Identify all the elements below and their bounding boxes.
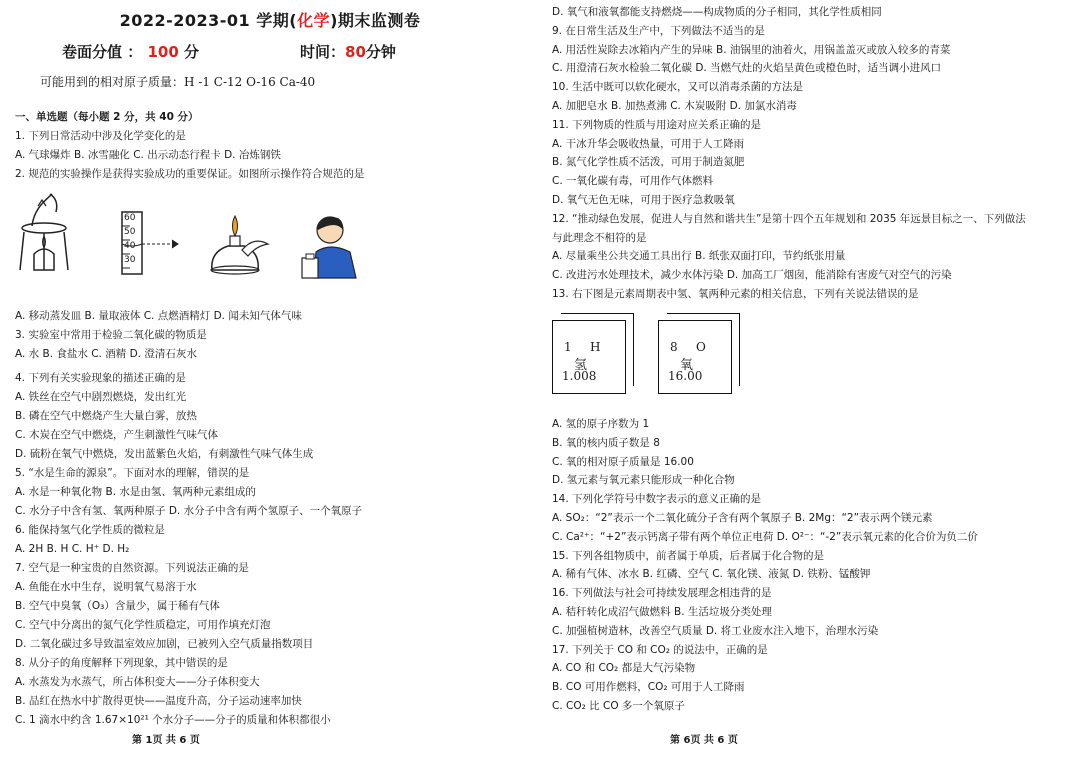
- right-lines-a-line: 11. 下列物质的性质与用途对应关系正确的是: [552, 118, 762, 131]
- score-value: 100: [147, 43, 179, 61]
- left-line: A. 水蒸发为水蒸气，所占体积变大——分子体积变大: [15, 676, 260, 688]
- left-line: A. 鱼能在水中生存，说明氧气易溶于水: [15, 581, 197, 593]
- right-page: [540, 0, 1080, 774]
- right-lines-a-line: D. 氧气无色无味，可用于医疗急救吸氧: [552, 194, 735, 206]
- page-title: [0, 8, 540, 31]
- right-line: 15. 下列各组物质中，前者属于单质，后者属于化合物的是: [552, 549, 825, 562]
- lamp-lighting-figure: [204, 206, 274, 280]
- hydrogen-symbol: H: [590, 340, 601, 354]
- right-lines-a-line: B. 氮气化学性质不活泼，可用于制造氮肥: [552, 156, 745, 169]
- right-line: C. 氧的相对原子质量是 16.00: [552, 455, 694, 468]
- right-line: 14. 下列化学符号中数字表示的意义正确的是: [552, 493, 762, 506]
- score-label: 卷面分值 ：: [62, 43, 143, 61]
- right-line: C. 加强植树造林，改善空气质量 D. 将工业废水注入地下，治理水污染: [552, 624, 879, 637]
- cylinder-mark-30: 30: [124, 255, 136, 265]
- title-pre: 2022-2023-01 学期(: [119, 11, 298, 30]
- right-lines-a-line: C. 用澄清石灰水检验二氧化碳 D. 当燃气灶的火焰呈黄色或橙色时，适当调小进风口: [552, 62, 942, 75]
- right-lines-a-line: 12. “推动绿色发展，促进人与自然和谐共生”是第十四个五年规划和 2035 年远景目标之一、下列做法: [552, 212, 1026, 225]
- title-post: )期末监测卷: [330, 11, 421, 30]
- smelling-gas-figure: [300, 208, 362, 280]
- left-line: A. 移动蒸发皿 B. 量取液体 C. 点燃酒精灯 D. 闻未知气体气味: [15, 310, 302, 322]
- left-line: B. 品红在热水中扩散得更快——温度升高，分子运动速率加快: [15, 695, 302, 707]
- right-lines-a-line: 与此理念不相符的是: [552, 231, 647, 244]
- alcohol-lamp-tripod-figure: [10, 190, 80, 282]
- left-line: 8. 从分子的角度解释下列现象，其中错误的是: [15, 657, 228, 669]
- left-line: 3. 实验室中常用于检验二氧化碳的物质是: [15, 329, 207, 341]
- left-line: C. 水分子中含有氢、氧两种原子 D. 水分子中含有两个氢原子、一个氧原子: [15, 505, 363, 517]
- left-footer: 第 1页 共 6 页: [132, 735, 200, 746]
- left-line: 5. “水是生命的源泉”。下面对水的理解，错误的是: [15, 467, 250, 479]
- left-line: A. 气球爆炸 B. 冰雪融化 C. 出示动态行程卡 D. 冶炼钢铁: [15, 149, 281, 161]
- right-line: D. 氢元素与氧元素只能形成一种化合物: [552, 474, 735, 487]
- time-line: [300, 41, 396, 62]
- cylinder-mark-60: 60: [124, 213, 136, 223]
- time-unit: 分钟: [365, 43, 396, 61]
- right-lines-a-line: C. 改进污水处理技术，减少水体污染 D. 加高工厂烟囱，能消除有害废气对空气的污染: [552, 269, 952, 282]
- left-line: B. 空气中臭氧（O₃）含量少，属于稀有气体: [15, 600, 220, 612]
- left-line: 6. 能保持氢气化学性质的微粒是: [15, 524, 165, 536]
- cylinder-mark-40: 40: [124, 241, 136, 251]
- left-line: B. 磷在空气中燃烧产生大量白雾，放热: [15, 410, 197, 422]
- left-line: D. 二氧化碳过多导致温室效应加剧，已被列入空气质量指数项目: [15, 638, 314, 650]
- oxygen-symbol: O: [696, 340, 706, 354]
- hydrogen-name: 氢: [574, 358, 588, 373]
- right-line: A. 氢的原子序数为 1: [552, 418, 650, 430]
- hydrogen-number: 1: [564, 340, 572, 354]
- right-lines-a-line: A. 用活性炭除去冰箱内产生的异味 B. 油锅里的油着火，用锅盖盖灭或放入较多的青菜: [552, 43, 951, 56]
- left-line: 4. 下列有关实验现象的描述正确的是: [15, 372, 186, 384]
- right-line: A. 稀有气体、冰水 B. 红磷、空气 C. 氧化镁、液氮 D. 铁粉、锰酸钾: [552, 568, 871, 581]
- left-line: 7. 空气是一种宝贵的自然资源。下列说法正确的是: [15, 562, 249, 574]
- right-lines-a-line: A. 干冰升华会吸收热量，可用于人工降雨: [552, 137, 745, 150]
- left-line: 1. 下列日常活动中涉及化学变化的是: [15, 130, 186, 142]
- left-line: A. 水是一种氧化物 B. 水是由氢、氧两种元素组成的: [15, 486, 256, 498]
- right-lines-a-line: 13. 右下图是元素周期表中氢、氧两种元素的相关信息，下列有关说法错误的是: [552, 288, 919, 300]
- right-lines-a-line: 9. 在日常生活及生产中，下列做法不适当的是: [552, 24, 765, 37]
- right-line: C. CO₂ 比 CO 多一个氧原子: [552, 700, 685, 712]
- right-line: B. 氧的核内质子数是 8: [552, 436, 660, 449]
- right-lines-a-line: D. 氧气和液氧都能支持燃烧——构成物质的分子相同，其化学性质相同: [552, 6, 882, 18]
- hydrogen-mass: 1.008: [562, 369, 597, 383]
- left-line: D. 硫粉在氧气中燃烧，发出蓝紫色火焰，有刺激性气味气体生成: [15, 448, 314, 460]
- oxygen-name: 氧: [680, 358, 694, 373]
- atomic-mass-line: 可能用到的相对原子质量：H -1 C-12 O-16 Ca-40: [40, 75, 316, 89]
- right-lines-a-line: 10. 生活中既可以软化硬水，又可以消毒杀菌的方法是: [552, 81, 804, 94]
- left-line: A. 水 B. 食盐水 C. 酒精 D. 澄清石灰水: [15, 348, 197, 360]
- right-footer: 第 6页 共 6 页: [670, 735, 738, 746]
- time-label: 时间：: [300, 43, 346, 61]
- right-line: A. CO 和 CO₂ 都是大气污染物: [552, 662, 696, 675]
- right-lines-a-line: C. 一氧化碳有毒，可用作气体燃料: [552, 175, 714, 188]
- right-line: C. Ca²⁺：“+2”表示钙离子带有两个单位正电荷 D. O²⁻：“-2”表示氧元素的化合价为负二价: [552, 530, 978, 543]
- title-subject: 化学: [297, 11, 331, 30]
- left-line: A. 2H B. H C. H⁺ D. H₂: [15, 543, 130, 555]
- right-line: B. CO 可用作燃料，CO₂ 可用于人工降雨: [552, 681, 745, 694]
- right-line: 17. 下列关于 CO 和 CO₂ 的说法中，正确的是: [552, 643, 768, 656]
- oxygen-mass: 16.00: [668, 369, 703, 383]
- right-line: 16. 下列做法与社会可持续发展理念相违背的是: [552, 587, 772, 600]
- cylinder-mark-50: 50: [124, 227, 136, 237]
- right-line: A. 秸秆转化成沼气做燃料 B. 生活垃圾分类处理: [552, 606, 772, 618]
- score-line: [62, 41, 199, 62]
- left-line: C. 1 滴水中约含 1.67×10²¹ 个水分子——分子的质量和体积都很小: [15, 714, 331, 726]
- left-line: C. 空气中分离出的氮气化学性质稳定，可用作填充灯泡: [15, 619, 271, 631]
- right-lines-a-line: A. 加肥皂水 B. 加热煮沸 C. 木炭吸附 D. 加氯水消毒: [552, 100, 797, 112]
- left-line: 2. 规范的实验操作是获得实验成功的重要保证。如图所示操作符合规范的是: [15, 168, 365, 180]
- right-line: A. SO₂：“2”表示一个二氧化硫分子含有两个氧原子 B. 2Mg：“2”表示两个镁元素: [552, 512, 933, 524]
- oxygen-number: 8: [670, 340, 678, 354]
- score-unit: 分: [184, 43, 200, 61]
- right-lines-a-line: A. 尽量乘坐公共交通工具出行 B. 纸张双面打印，节约纸张用量: [552, 250, 846, 263]
- left-line: A. 铁丝在空气中剧烈燃烧，发出红光: [15, 391, 187, 403]
- left-line: C. 木炭在空气中燃烧，产生刺激性气味气体: [15, 429, 219, 441]
- time-value: 80: [345, 43, 366, 61]
- left-line: 一、单选题（每小题 2 分，共 40 分）: [15, 111, 199, 123]
